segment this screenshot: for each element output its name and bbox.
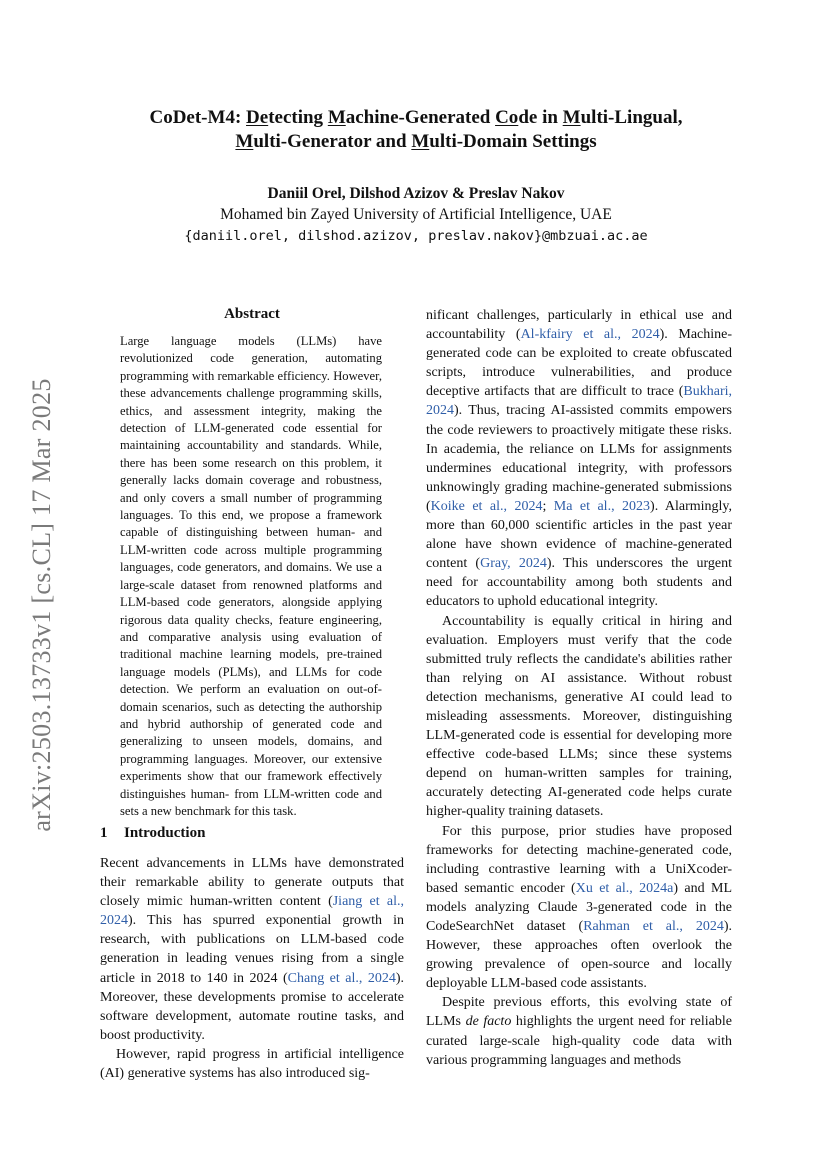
body-text: nificant challenges, particularly in ethical use and accountability ( <box>426 308 732 343</box>
title-initial: M <box>411 131 430 152</box>
body-text: ). Thus, tracing AI-assisted commits empowers the code reviewers to proactively mitigate these risks. In academia, the reliance on LLMs for assignments undermines educational integrity, with professors unknowingly grading machine-generated submissions ( <box>426 403 732 514</box>
title-text: achine-Generated <box>345 107 496 128</box>
title-initial: De <box>246 107 269 128</box>
author-emails: {daniil.orel, dilshod.azizov, preslav.nakov}@mbzuai.ac.ae <box>184 228 648 244</box>
body-text: ). This underscores the urgent need for accountability among both students and educators to uphold educational integrity. <box>426 556 733 610</box>
paragraph <box>100 1045 404 1083</box>
title-initial: M <box>327 107 346 128</box>
abstract-heading: Abstract <box>224 306 280 322</box>
citation-link[interactable]: Ma et al., 2023 <box>553 498 651 514</box>
body-text: ; <box>542 498 554 514</box>
title-text: de in <box>518 107 563 128</box>
body-text: Recent advancements in LLMs have demonstrated their remarkable ability to generate outputs that closely mimic human-written content ( <box>100 856 404 910</box>
citation-link[interactable]: Koike et al., 2024 <box>430 498 543 514</box>
title-line-1 <box>100 106 732 130</box>
title-text: ulti-Domain Settings <box>429 131 597 152</box>
title-line-2 <box>100 130 732 154</box>
body-text: ). However, these approaches often overlook the growing prevalence of open-source and locally deployable LLM-based code assistants. <box>426 919 732 992</box>
body-text: ). This has spurred exponential growth in research, with publications on LLM-based code generation in leading venues rising from a single article in 2018 to 140 in 2024 ( <box>100 913 404 986</box>
body-text: ) and ML models analyzing Claude 3-generated code in the CodeSearchNet dataset ( <box>426 880 732 934</box>
citation-link[interactable]: Rahman et al., 2024 <box>583 919 724 934</box>
paper-title <box>100 106 732 154</box>
title-initial: M <box>235 131 254 152</box>
section-number: 1 <box>100 825 108 841</box>
authors: Daniil Orel, Dilshod Azizov & Preslav Nakov <box>267 185 565 202</box>
title-initial: M <box>562 107 581 128</box>
title-text: tecting <box>268 107 328 128</box>
title-text: ulti-Generator and <box>253 131 412 152</box>
paragraph <box>426 822 732 994</box>
title-text: ulti-Lingual, <box>580 107 683 128</box>
body-text: ). Machine-generated code can be exploited to create obfuscated scripts, introduce vulnerabilities, and produce deceptive artifacts that are difficult to trace ( <box>426 327 733 400</box>
body-text: Accountability is equally critical in hiring and evaluation. Employers must verify that the code submitted truly reflects the candidate's abilities rather than relying on AI assistance. Without robust detection mechanisms, generative AI could lead to misleading assessments. Moreover, distinguishing LLM-generated code is essential for developing more effective code-based LLMs; since these systems depend on human-written samples for training, accurately detecting AI-generated code helps curate higher-quality training datasets. <box>426 613 732 820</box>
citation-link[interactable]: Chang et al., 2024 <box>287 970 396 986</box>
section-heading <box>100 825 205 842</box>
italic-text: de facto <box>465 1014 512 1030</box>
body-text: ). Alarmingly, more than 60,000 scientific articles in the past year alone have shown evidence of machine-generated content ( <box>426 498 733 572</box>
title-initial: Co <box>495 107 519 128</box>
paragraph <box>100 854 404 1045</box>
arxiv-identifier: arXiv:2503.13733v1 [cs.CL] 17 Mar 2025 <box>27 378 56 832</box>
affiliation: Mohamed bin Zayed University of Artificial Intelligence, UAE <box>220 206 612 223</box>
paragraph <box>426 993 732 1069</box>
title-text: CoDet-M4: <box>149 107 247 128</box>
citation-link[interactable]: Xu et al., 2024a <box>575 880 674 896</box>
body-text: Despite previous efforts, this evolving state of LLMs <box>426 995 732 1030</box>
left-column-body <box>100 854 404 1083</box>
citation-link[interactable]: Gray, 2024 <box>480 556 547 572</box>
citation-link[interactable]: Bukhari, 2024 <box>426 384 732 419</box>
citation-link[interactable]: Al-kfairy et al., 2024 <box>520 327 660 343</box>
body-text: highlights the urgent need for reliable curated large-scale high-quality code data with various programming languages and methods <box>426 1014 732 1068</box>
body-text: ). Moreover, these developments promise to accelerate software development, automate routine tasks, and boost productivity. <box>100 970 404 1043</box>
citation-link[interactable]: Jiang et al., 2024 <box>100 894 404 929</box>
body-text: However, rapid progress in artificial intelligence (AI) generative systems has also introduced sig- <box>100 1046 404 1082</box>
body-text: For this purpose, prior studies have proposed frameworks for detecting machine-generated code, including contrastive learning with a UniXcoder-based semantic encoder ( <box>426 823 732 896</box>
section-title: Introduction <box>124 825 206 841</box>
right-column-body <box>426 306 732 1070</box>
paragraph <box>426 612 732 822</box>
paragraph <box>426 306 732 612</box>
abstract-text: Large language models (LLMs) have revolutionized code generation, automating programming with remarkable efficiency. However, these advancements challenge programming skills, ethics, and assessment integrity, making the detection of LLM-generated code essential for maintaining accountability and standards. While, there has been some research on this problem, it generally lacks domain coverage and robustness, and only covers a small number of programming languages. To this end, we propose a framework capable of distinguishing between human- and LLM-written code across multiple programming languages, code generators, and domains. We use a large-scale dataset from renowned platforms and LLM-based code generators, alongside applying rigorous data quality checks, feature engineering, and comparative analysis using evaluation of traditional machine learning models, pre-trained language models (PLMs), and LLMs for code detection. We perform an evaluation on out-of-domain scenarios, such as detecting the authorship and hybrid authorship of generated code and generalizing to unseen models, domains, and programming languages. Moreover, our extensive experiments show that our framework effectively distinguishes human- from LLM-written code and sets a new benchmark for this task. <box>120 334 382 818</box>
